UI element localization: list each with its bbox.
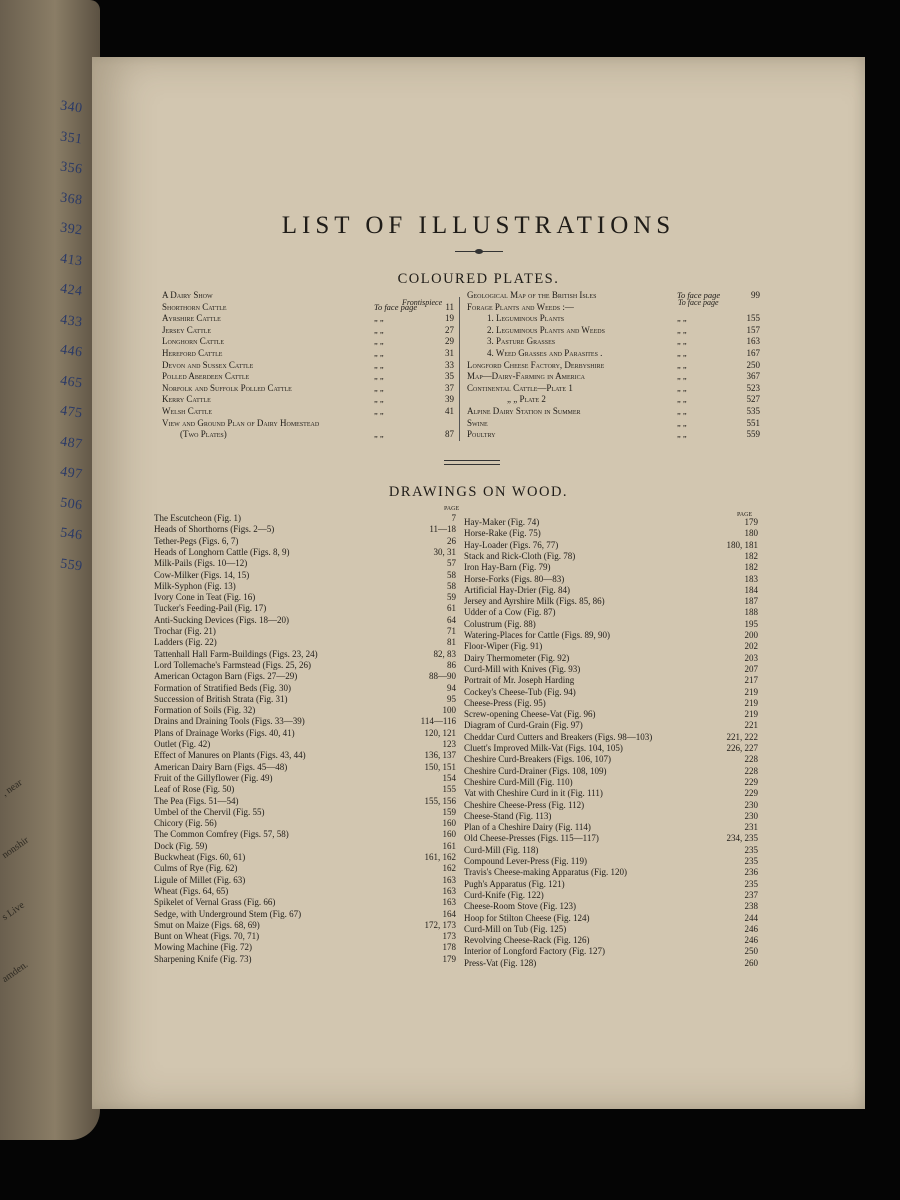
drawing-page: 7 [451, 513, 456, 523]
drawing-page: 246 [744, 923, 758, 934]
plate-ref: „ „ [677, 429, 687, 440]
left-page-edge [0, 0, 100, 1140]
drawing-title: Hay-Loader (Figs. 76, 77) [464, 539, 559, 550]
plate-title: Continental Cattle—Plate 1 [467, 382, 573, 393]
plate-title: Hereford Cattle [162, 348, 223, 358]
drawing-page: 178 [442, 942, 456, 953]
left-page-number: 433 [58, 312, 84, 330]
plate-page: 39 [445, 394, 454, 405]
left-page-number: 424 [58, 281, 84, 300]
plate-page: 163 [746, 336, 760, 347]
plate-title: Jersey Cattle [162, 324, 212, 335]
drawing-title: Umbel of the Chervil (Fig. 55) [154, 806, 265, 817]
drawing-title: Anti-Sucking Devices (Figs. 18—20) [154, 614, 289, 625]
drawing-title: Ivory Cone in Teat (Fig. 16) [154, 592, 256, 603]
plate-ref: „ „ [677, 406, 687, 416]
drawing-title: Sedge, with Underground Stem (Fig. 67) [154, 908, 302, 919]
drawing-page: 221 [744, 720, 758, 731]
drawing-page: 203 [744, 652, 758, 663]
drawing-page: 219 [744, 686, 758, 697]
drawing-page: 195 [744, 618, 758, 629]
drawing-title: Effect of Manures on Plants (Figs. 43, 44) [154, 750, 306, 761]
plate-ref: „ „ [677, 313, 687, 324]
drawing-page: 82, 83 [433, 648, 456, 659]
drawing-page: 160 [442, 818, 456, 829]
drawing-page: 159 [442, 806, 456, 817]
left-page-number: 475 [58, 403, 84, 422]
drawing-page: 219 [744, 697, 758, 708]
drawing-title: Artificial Hay-Drier (Fig. 84) [464, 584, 570, 595]
drawing-title: Buckwheat (Figs. 60, 61) [154, 852, 246, 862]
plate-ref: „ „ [677, 359, 687, 370]
drawing-page: 64 [447, 614, 456, 625]
drawing-title: Colustrum (Fig. 88) [464, 618, 536, 629]
drawing-title: Jersey and Ayrshire Milk (Figs. 85, 86) [464, 596, 605, 607]
drawing-title: Cheshire Curd-Drainer (Figs. 108, 109) [464, 765, 607, 776]
plate-title: Alpine Dairy Station in Summer [467, 406, 581, 416]
drawing-title: Plans of Drainage Works (Figs. 40, 41) [154, 727, 295, 738]
plate-ref: „ „ [374, 429, 384, 440]
drawing-page: 207 [744, 663, 758, 674]
plate-page: 527 [746, 394, 760, 405]
drawing-page: 231 [744, 822, 758, 833]
drawing-title: Cheshire Curd-Mill (Fig. 110) [464, 776, 573, 787]
drawing-title: Culms of Rye (Fig. 62) [154, 863, 238, 874]
drawing-title: Hay-Maker (Fig. 74) [464, 517, 540, 527]
plate-page: 367 [746, 371, 760, 382]
plate-ref: „ „ [374, 324, 384, 335]
left-page-number: 487 [58, 434, 84, 452]
plate-ref: „ „ [677, 394, 687, 405]
plate-page: 155 [746, 313, 760, 324]
drawing-page: 11—18 [429, 524, 456, 535]
plate-title: 2. Leguminous Plants and Weeds [487, 324, 605, 335]
drawing-title: Milk-Pails (Figs. 10—12) [154, 558, 248, 569]
left-page-number: 392 [58, 220, 84, 239]
drawing-title: Curd-Knife (Fig. 122) [464, 889, 544, 900]
drawing-page: 150, 151 [424, 761, 456, 772]
drawing-title: Watering-Places for Cattle (Figs. 89, 90) [464, 630, 610, 640]
drawing-title: Formation of Stratified Beds (Fig. 30) [154, 682, 291, 693]
drawing-page: 235 [744, 856, 758, 866]
drawing-page: 81 [447, 637, 456, 648]
drawing-title: Curd-Mill with Knives (Fig. 93) [464, 663, 581, 674]
plate-page: 41 [445, 406, 454, 416]
drawing-page: 228 [744, 765, 758, 776]
plate-ref: „ „ [374, 336, 384, 347]
drawing-title: Dairy Thermometer (Fig. 92) [464, 652, 570, 663]
drawing-title: Wheat (Figs. 64, 65) [154, 885, 229, 896]
drawing-page: 163 [442, 885, 456, 896]
drawing-title: Compound Lever-Press (Fig. 119) [464, 856, 587, 866]
drawing-title: Cluett's Improved Milk-Vat (Figs. 104, 105) [464, 743, 623, 753]
drawing-title: Ligule of Millet (Fig. 63) [154, 874, 246, 885]
page-column-label: PAGE [444, 506, 460, 512]
plate-page: 535 [746, 406, 760, 416]
drawing-title: Leaf of Rose (Fig. 50) [154, 784, 235, 795]
drawing-title: Dock (Fig. 59) [154, 840, 208, 851]
drawing-page: 162 [442, 863, 456, 874]
left-page-numbers [12, 100, 82, 588]
left-page-fragments [0, 777, 31, 1038]
plate-title: (Two Plates) [180, 429, 227, 440]
drawing-title: Interior of Longford Factory (Fig. 127) [464, 946, 605, 957]
drawing-title: Bunt on Wheat (Figs. 70, 71) [154, 931, 260, 942]
plate-ref: „ „ [374, 382, 384, 393]
left-page-number: 559 [58, 556, 84, 574]
drawing-page: 155 [442, 784, 456, 795]
drawing-title: American Octagon Barn (Figs. 27—29) [154, 671, 298, 682]
drawing-title: The Common Comfrey (Figs. 57, 58) [154, 829, 289, 840]
drawing-page: 114—116 [420, 716, 456, 727]
drawing-page: 59 [447, 592, 456, 603]
drawing-page: 229 [744, 776, 758, 787]
drawing-title: Tattenhall Hall Farm-Buildings (Figs. 23, 24) [154, 648, 318, 659]
drawing-title: Diagram of Curd-Grain (Fig. 97) [464, 720, 583, 731]
drawing-title: Floor-Wiper (Fig. 91) [464, 641, 543, 652]
plate-page: 551 [746, 417, 760, 428]
plate-ref: To face page [374, 301, 418, 312]
drawing-page: 161 [442, 840, 456, 851]
drawing-page: 217 [744, 675, 758, 686]
drawing-title: Cockey's Cheese-Tub (Fig. 94) [464, 686, 576, 697]
plates-column-divider [459, 297, 460, 441]
drawing-title: Cheese-Stand (Fig. 113) [464, 810, 552, 821]
plate-title: „ „ Plate 2 [507, 394, 546, 405]
drawing-page: 229 [744, 788, 758, 799]
plate-title: Polled Aberdeen Cattle [162, 371, 250, 382]
plate-title: Norfolk and Suffolk Polled Cattle [162, 382, 292, 393]
plate-page: 523 [746, 382, 760, 393]
plate-title: 4. Weed Grasses and Parasites . [487, 348, 603, 358]
drawing-title: Sharpening Knife (Fig. 73) [154, 953, 252, 964]
left-page-number: 497 [58, 464, 84, 483]
drawing-title: Cheese-Room Stove (Fig. 123) [464, 901, 576, 912]
drawing-page: 94 [447, 682, 456, 693]
drawing-page: 172, 173 [424, 919, 456, 930]
plate-ref: „ „ [374, 394, 384, 405]
coloured-plates-heading: COLOURED PLATES. [397, 271, 560, 287]
plate-page: 37 [445, 382, 454, 393]
drawing-page: 234, 235 [726, 833, 758, 844]
drawing-title: Screw-opening Cheese-Vat (Fig. 96) [464, 709, 596, 720]
drawing-title: Pugh's Apparatus (Fig. 121) [464, 878, 565, 889]
plate-page: 31 [445, 348, 454, 358]
drawing-title: Tether-Pegs (Figs. 6, 7) [154, 535, 239, 546]
drawing-title: Smut on Maize (Figs. 68, 69) [154, 919, 260, 930]
drawing-title: Old Cheese-Presses (Figs. 115—117) [464, 833, 599, 844]
drawing-title: Lord Tollemache's Farmstead (Figs. 25, 26) [154, 659, 312, 670]
plate-page: 19 [445, 313, 454, 324]
drawing-title: Travis's Cheese-making Apparatus (Fig. 120) [464, 867, 628, 878]
drawing-title: Fruit of the Gillyflower (Fig. 49) [154, 772, 273, 783]
drawing-title: Chicory (Fig. 56) [154, 818, 217, 829]
left-page-number: 340 [58, 98, 84, 117]
plate-ref: „ „ [374, 371, 384, 382]
drawing-title: Cheddar Curd Cutters and Breakers (Figs. 98—103) [464, 731, 653, 742]
drawing-title: Outlet (Fig. 42) [154, 739, 211, 749]
left-page-number: 506 [58, 495, 84, 513]
plate-title: Ayrshire Cattle [162, 313, 221, 324]
left-page-number: 546 [58, 525, 84, 544]
drawing-page: 164 [442, 908, 456, 919]
plate-page: 250 [746, 359, 760, 370]
drawing-page: 230 [744, 799, 758, 810]
plate-page: 27 [445, 324, 454, 335]
drawing-title: Hoop for Stilton Cheese (Fig. 124) [464, 912, 590, 923]
drawing-title: Succession of British Strata (Fig. 31) [154, 693, 288, 704]
drawing-page: 238 [744, 901, 758, 912]
drawing-page: 235 [744, 878, 758, 889]
drawings-heading: DRAWINGS ON WOOD. [388, 484, 569, 500]
plate-ref: „ „ [677, 324, 687, 335]
left-page-number: 413 [58, 251, 84, 269]
drawing-page: 58 [447, 580, 456, 591]
plate-title: Swine [467, 417, 488, 428]
plates-left-header: Frontispiece [402, 298, 443, 307]
drawing-page: 86 [447, 659, 456, 670]
left-page-fragment: amden. [0, 959, 31, 986]
plate-title: Poultry [467, 429, 496, 440]
drawing-title: Horse-Rake (Fig. 75) [464, 528, 541, 539]
drawing-page: 202 [744, 641, 758, 652]
plate-ref: „ „ [374, 359, 384, 370]
drawing-page: 161, 162 [424, 852, 456, 862]
drawing-page: 26 [447, 535, 456, 546]
drawing-page: 180 [744, 528, 758, 539]
plate-ref: „ „ [677, 336, 687, 347]
drawing-title: The Escutcheon (Fig. 1) [154, 513, 241, 523]
drawing-title: Iron Hay-Barn (Fig. 79) [464, 562, 551, 573]
page-column-label: PAGE [737, 512, 753, 518]
drawing-page: 246 [744, 935, 758, 946]
book-page [92, 57, 865, 1109]
drawing-title: Udder of a Cow (Fig. 87) [464, 607, 556, 618]
plate-page: 35 [445, 371, 454, 382]
drawing-page: 136, 137 [424, 750, 456, 761]
drawing-title: Formation of Soils (Fig. 32) [154, 705, 256, 716]
drawing-page: 221, 222 [726, 731, 758, 742]
drawing-page: 95 [447, 693, 456, 704]
drawing-page: 120, 121 [424, 727, 456, 738]
plate-title: Forage Plants and Weeds :— [467, 301, 574, 312]
left-page-number: 368 [58, 190, 84, 208]
drawing-page: 155, 156 [424, 795, 456, 806]
drawing-page: 226, 227 [726, 743, 758, 753]
drawing-title: Cheshire Curd-Breakers (Figs. 106, 107) [464, 754, 611, 765]
drawing-title: Portrait of Mr. Joseph Harding [464, 675, 575, 686]
drawing-title: Revolving Cheese-Rack (Fig. 126) [464, 935, 590, 946]
drawing-title: Mowing Machine (Fig. 72) [154, 942, 252, 953]
page-title: LIST OF ILLUSTRATIONS [281, 212, 676, 239]
drawing-title: Stack and Rick-Cloth (Fig. 78) [464, 550, 576, 561]
drawing-title: Horse-Forks (Figs. 80—83) [464, 573, 565, 584]
plate-title: Map—Dairy-Farming in America [467, 371, 586, 382]
drawing-page: 61 [447, 603, 456, 614]
drawing-page: 58 [447, 569, 456, 580]
plate-ref: „ „ [677, 348, 687, 358]
drawing-page: 180, 181 [726, 539, 758, 550]
drawing-title: Heads of Shorthorns (Figs. 2—5) [154, 524, 275, 535]
plate-ref: „ „ [374, 406, 384, 416]
plate-title: 1. Leguminous Plants [487, 313, 565, 324]
drawing-page: 260 [744, 957, 758, 968]
drawing-title: Spikelet of Vernal Grass (Fig. 66) [154, 897, 276, 908]
drawing-title: American Dairy Barn (Figs. 45—48) [154, 761, 288, 772]
drawing-title: Curd-Mill (Fig. 118) [464, 844, 539, 855]
drawing-title: Vat with Cheshire Curd in it (Fig. 111) [464, 788, 603, 799]
plate-page: 99 [751, 290, 760, 300]
plate-title: Kerry Cattle [162, 394, 211, 405]
drawing-page: 163 [442, 874, 456, 885]
drawing-page: 182 [744, 562, 758, 573]
plate-page: 157 [746, 324, 760, 335]
plate-page: 559 [746, 429, 760, 440]
drawing-page: 57 [447, 558, 456, 569]
plate-page: 29 [445, 336, 454, 347]
drawing-page: 100 [442, 705, 456, 716]
drawing-page: 244 [744, 912, 758, 923]
drawing-page: 235 [744, 844, 758, 855]
drawing-page: 228 [744, 754, 758, 765]
drawing-page: 237 [744, 889, 758, 900]
drawing-page: 230 [744, 810, 758, 821]
left-page-number: 465 [58, 373, 84, 391]
drawing-title: Trochar (Fig. 21) [154, 626, 216, 636]
drawing-title: Tucker's Feeding-Pail (Fig. 17) [154, 603, 267, 614]
drawing-page: 250 [744, 946, 758, 957]
left-page-number: 446 [58, 342, 84, 361]
plate-page: 33 [445, 359, 454, 370]
left-page-fragment: , near [0, 777, 25, 800]
drawing-page: 154 [442, 772, 456, 783]
plate-title: Geological Map of the British Isles [467, 290, 597, 300]
plate-title: 3. Pasture Grasses [487, 336, 556, 347]
plate-title: View and Ground Plan of Dairy Homestead [162, 417, 320, 428]
left-page-number: 351 [58, 129, 84, 147]
drawing-page: 188 [744, 607, 758, 618]
plate-ref: „ „ [677, 371, 687, 382]
drawing-title: Plan of a Cheshire Dairy (Fig. 114) [464, 822, 591, 833]
left-page-number: 356 [58, 159, 84, 178]
plate-ref: „ „ [677, 417, 687, 428]
drawing-page: 173 [442, 931, 456, 942]
plates-right-header: To face page [678, 298, 719, 307]
drawing-page: 236 [744, 867, 758, 878]
drawing-page: 179 [744, 517, 758, 527]
drawing-title: Press-Vat (Fig. 128) [464, 957, 537, 968]
drawing-page: 182 [744, 550, 758, 561]
plate-title: Devon and Sussex Cattle [162, 359, 254, 370]
plate-ref: „ „ [374, 348, 384, 358]
plate-title: Longhorn Cattle [162, 336, 225, 347]
drawing-title: Ladders (Fig. 22) [154, 637, 217, 648]
drawing-page: 183 [744, 573, 758, 584]
drawing-page: 219 [744, 709, 758, 720]
drawing-page: 163 [442, 897, 456, 908]
drawing-title: Milk-Syphon (Fig. 13) [154, 580, 236, 591]
drawing-title: Heads of Longhorn Cattle (Figs. 8, 9) [154, 546, 290, 557]
plate-page: 167 [746, 348, 760, 358]
plate-page: 87 [445, 429, 454, 440]
plate-title: Shorthorn Cattle [162, 301, 227, 312]
plate-ref: „ „ [374, 313, 384, 324]
plate-title: Welsh Cattle [162, 406, 213, 416]
drawing-page: 88—90 [429, 671, 456, 682]
plate-ref: „ „ [677, 382, 687, 393]
plate-title: Longford Cheese Factory, Derbyshire [467, 359, 605, 370]
drawing-page: 71 [447, 626, 456, 636]
drawing-page: 187 [744, 596, 758, 607]
drawing-title: Cheese-Press (Fig. 95) [464, 697, 546, 708]
drawing-page: 200 [744, 630, 758, 640]
drawing-title: The Pea (Figs. 51—54) [154, 795, 239, 806]
left-page-fragment: s Live [0, 899, 27, 924]
plate-title: A Dairy Show [162, 290, 213, 300]
title-ornament [455, 250, 503, 254]
drawing-title: Drains and Draining Tools (Figs. 33—39) [154, 716, 305, 727]
drawing-title: Curd-Mill on Tub (Fig. 125) [464, 923, 567, 934]
drawing-page: 184 [744, 584, 758, 595]
drawing-page: 160 [442, 829, 456, 840]
plate-page: 11 [445, 301, 454, 312]
drawing-page: 30, 31 [433, 546, 456, 557]
plate-ref: To face page [677, 290, 721, 300]
drawing-title: Cow-Milker (Figs. 14, 15) [154, 569, 250, 580]
drawing-title: Cheshire Cheese-Press (Fig. 112) [464, 799, 585, 810]
left-page-fragment: nonshir [0, 834, 31, 862]
drawing-page: 123 [442, 739, 456, 749]
section-divider [444, 460, 500, 465]
drawing-page: 179 [442, 953, 456, 964]
